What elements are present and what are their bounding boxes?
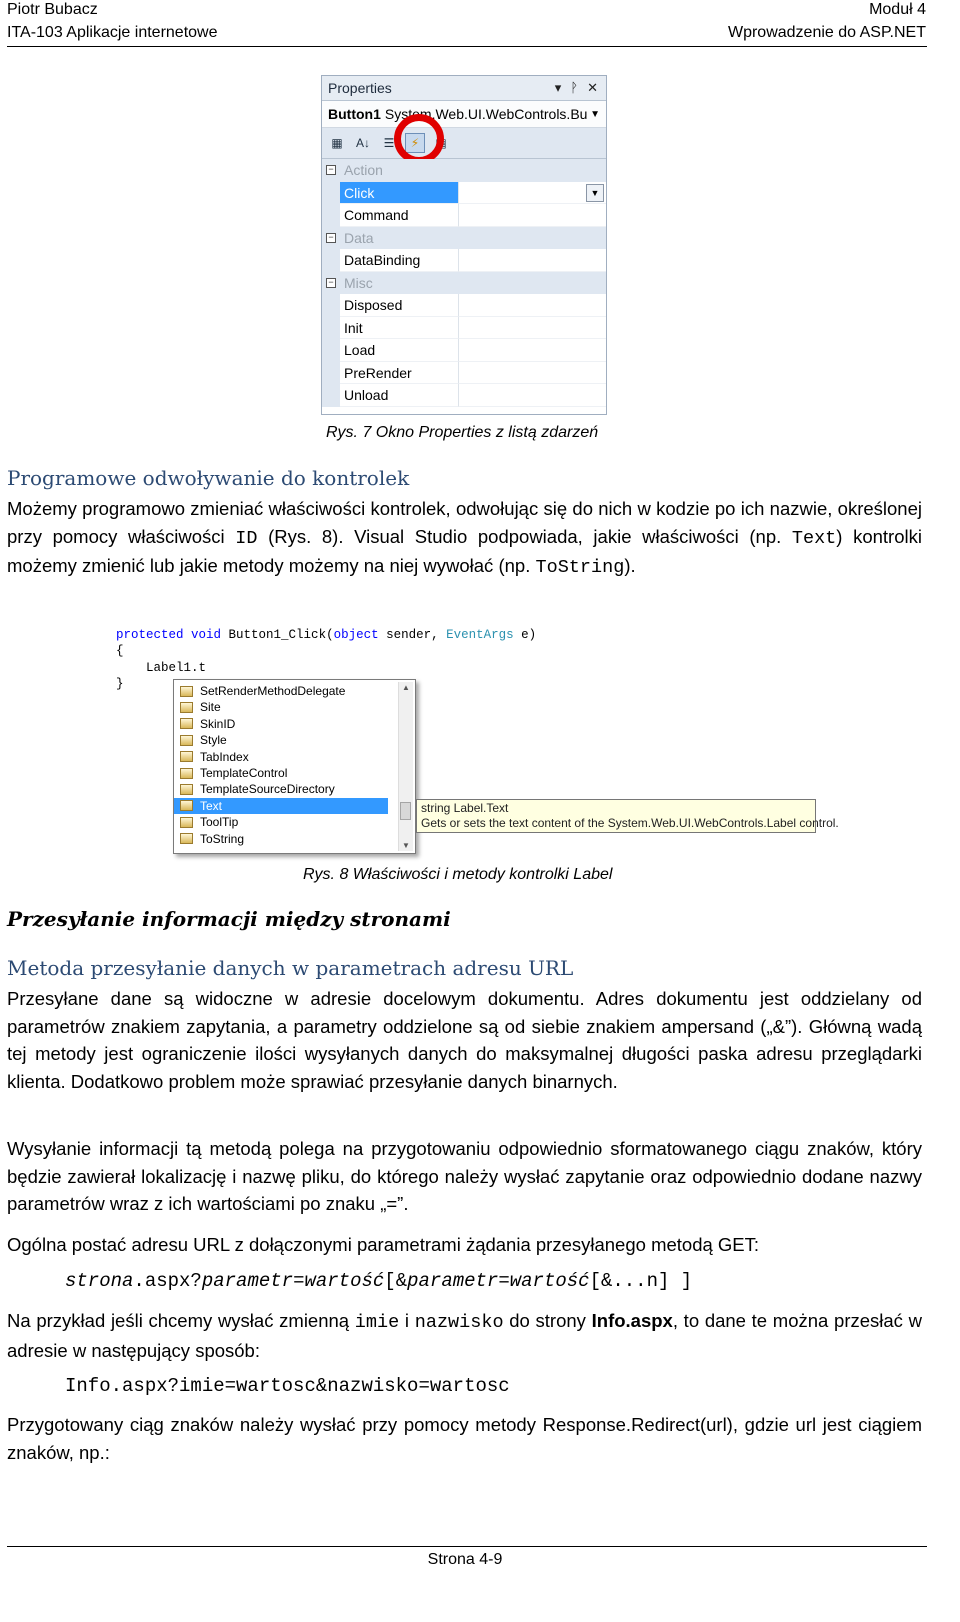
paragraph-url-method: Przesyłane dane są widoczne w adresie docelowym dokumentu. Adres dokumentu jest oddzielany od parametrów znakiem zapytania, a parametry oddzielone są od siebie znakiem ampersand („&”). Główną wadą tej metody jest ograniczenie ilości wysyłanych danych do maksymalnej długości paska adresu przeglądarki klienta. Dodatkowo problem może sprawiać przesyłanie danych binarnych. bbox=[7, 988, 922, 1092]
paragraph-general-form: Ogólna postać adresu URL z dołączonymi parametrami żądania przesyłanego metodą GET: bbox=[7, 1234, 760, 1255]
code-text: Text bbox=[791, 527, 837, 549]
list-item[interactable]: ToString bbox=[174, 831, 388, 847]
list-item[interactable]: SetRenderMethodDelegate bbox=[174, 683, 388, 699]
properties-titlebar bbox=[322, 76, 606, 101]
category-action[interactable]: − Action bbox=[322, 159, 606, 182]
dropdown-icon[interactable]: ▾ bbox=[554, 80, 562, 95]
event-row-disposed[interactable]: Disposed bbox=[322, 294, 606, 317]
tooltip-signature: string Label.Text bbox=[421, 801, 509, 815]
url-syntax: strona.aspx?parametr=wartość[&parametr=wartość[&...n] ] bbox=[65, 1270, 693, 1292]
info-aspx: Info.aspx bbox=[591, 1310, 673, 1331]
property-icon bbox=[180, 735, 193, 746]
chevron-down-icon[interactable]: ▼ bbox=[590, 108, 600, 120]
property-pages-icon[interactable]: ▤ bbox=[435, 136, 447, 150]
code-tostring: ToString bbox=[535, 557, 625, 578]
object-type: System.Web.UI.WebControls.Bu bbox=[384, 106, 588, 122]
category-misc[interactable]: − Misc bbox=[322, 272, 606, 295]
list-item[interactable]: TabIndex bbox=[174, 749, 388, 765]
list-item[interactable]: TemplateControl bbox=[174, 765, 388, 781]
code-line-signature: protected void Button1_Click(object sender, EventArgs e) bbox=[116, 628, 537, 642]
list-item[interactable]: SkinID bbox=[174, 716, 388, 732]
properties-toolbar bbox=[322, 128, 606, 159]
object-selector[interactable] bbox=[322, 101, 606, 128]
properties-icon[interactable]: ☰ bbox=[383, 136, 395, 150]
property-icon bbox=[180, 751, 193, 762]
category-data[interactable]: − Data bbox=[322, 227, 606, 250]
event-row-unload[interactable]: Unload bbox=[322, 384, 606, 407]
list-item[interactable]: Style bbox=[174, 732, 388, 748]
scrollbar-thumb[interactable] bbox=[400, 802, 411, 820]
url-example: Info.aspx?imie=wartosc&nazwisko=wartosc bbox=[65, 1375, 510, 1397]
code-line-open-brace: { bbox=[116, 644, 124, 658]
scroll-down-icon[interactable]: ▼ bbox=[402, 841, 410, 850]
collapse-icon[interactable]: − bbox=[326, 233, 336, 243]
chevron-down-icon[interactable]: ▼ bbox=[586, 184, 604, 202]
property-icon bbox=[180, 784, 193, 795]
collapse-icon[interactable]: − bbox=[326, 278, 336, 288]
categorized-icon[interactable]: ▦ bbox=[331, 136, 343, 150]
event-row-load[interactable]: Load bbox=[322, 339, 606, 362]
highlight-circle bbox=[394, 114, 444, 164]
paragraph-programmatic-access: Możemy programowo zmieniać właściwości kontrolek, odwołując się do nich w kodzie po ich nazwie, określonej przy pomocy właściwości ID (Rys. 8). Visual Studio podpowiada, jakie właściwości (np. Text) kontrolki możemy zmienić lub jakie metody możemy na niej wywołać (np. ToString). bbox=[7, 498, 922, 578]
event-row-click[interactable]: Click ▼ bbox=[322, 182, 606, 205]
figure7-caption: Rys. 7 Okno Properties z listą zdarzeń bbox=[326, 424, 599, 441]
property-icon bbox=[180, 718, 193, 729]
close-icon[interactable]: ✕ bbox=[587, 80, 598, 95]
intellisense-tooltip bbox=[416, 799, 839, 833]
footer-rule bbox=[7, 1546, 927, 1547]
section-heading-programmatic-access: Programowe odwoływanie do kontrolek bbox=[7, 466, 410, 490]
list-item[interactable]: ToolTip bbox=[174, 814, 388, 830]
intellisense-list[interactable] bbox=[173, 679, 416, 854]
list-item-selected[interactable]: Text bbox=[174, 798, 388, 814]
object-name: Button1 bbox=[328, 106, 381, 122]
event-row-prerender[interactable]: PreRender bbox=[322, 362, 606, 385]
paragraph-sending-info: Wysyłanie informacji tą metodą polega na przygotowaniu odpowiednio sformatowanego ciągu znaków, który będzie zawierał lokalizację i nazwę pliku, do którego należy wysłać zapytanie oraz odpowiednio dodane nazwy parametrów wraz z ich wartościami po znaku „=”. bbox=[7, 1138, 922, 1214]
method-icon bbox=[180, 686, 193, 697]
code-editor-figure bbox=[113, 624, 839, 860]
code-nazwisko: nazwisko bbox=[414, 1312, 504, 1333]
figure8-caption: Rys. 8 Właściwości i metody kontrolki Label bbox=[303, 866, 613, 883]
intellisense-scrollbar[interactable] bbox=[398, 682, 413, 851]
event-row-init[interactable]: Init bbox=[322, 317, 606, 340]
subheading-url-parameters: Metoda przesyłanie danych w parametrach adresu URL bbox=[7, 956, 574, 980]
scroll-up-icon[interactable]: ▲ bbox=[402, 683, 410, 692]
code-line-typed[interactable]: Label1.t bbox=[116, 661, 207, 675]
list-item[interactable]: TemplateSourceDirectory bbox=[174, 781, 388, 797]
paragraph-redirect: Przygotowany ciąg znaków należy wysłać przy pomocy metody Response.Redirect(url), gdzie url jest ciągiem znaków, np.: bbox=[7, 1414, 922, 1463]
section-heading-passing-info: Przesyłanie informacji między stronami bbox=[7, 907, 451, 931]
property-icon bbox=[180, 800, 193, 811]
header-course: ITA-103 Aplikacje internetowe bbox=[7, 24, 218, 41]
events-icon[interactable]: ⚡ bbox=[405, 133, 425, 153]
code-id: ID bbox=[235, 527, 258, 549]
code-imie: imie bbox=[354, 1312, 400, 1333]
header-module: Moduł 4 bbox=[869, 1, 926, 18]
collapse-icon[interactable]: − bbox=[326, 165, 336, 175]
list-item[interactable]: Site bbox=[174, 699, 388, 715]
alphabetical-icon[interactable]: A↓ bbox=[355, 136, 370, 150]
property-icon bbox=[180, 702, 193, 713]
events-grid bbox=[322, 159, 606, 407]
pin-icon[interactable]: ᚹ bbox=[570, 80, 579, 95]
event-row-databinding[interactable]: DataBinding bbox=[322, 249, 606, 272]
method-icon bbox=[180, 833, 193, 844]
page-number: Strona 4-9 bbox=[427, 1551, 503, 1568]
property-icon bbox=[180, 768, 193, 779]
properties-title: Properties bbox=[328, 80, 392, 96]
event-row-command[interactable]: Command bbox=[322, 204, 606, 227]
paragraph-example: Na przykład jeśli chcemy wysłać zmienną imie i nazwisko do strony Info.aspx, to dane te można przesłać w adresie w następujący sposób: bbox=[7, 1310, 922, 1361]
property-icon bbox=[180, 817, 193, 828]
code-line-close-brace: } bbox=[116, 677, 124, 691]
header-author: Piotr Bubacz bbox=[7, 1, 98, 18]
tooltip-description: Gets or sets the text content of the System.Web.UI.WebControls.Label control. bbox=[421, 816, 839, 830]
properties-window-figure bbox=[321, 75, 607, 415]
header-rule bbox=[7, 46, 927, 47]
header-module-title: Wprowadzenie do ASP.NET bbox=[727, 24, 926, 41]
